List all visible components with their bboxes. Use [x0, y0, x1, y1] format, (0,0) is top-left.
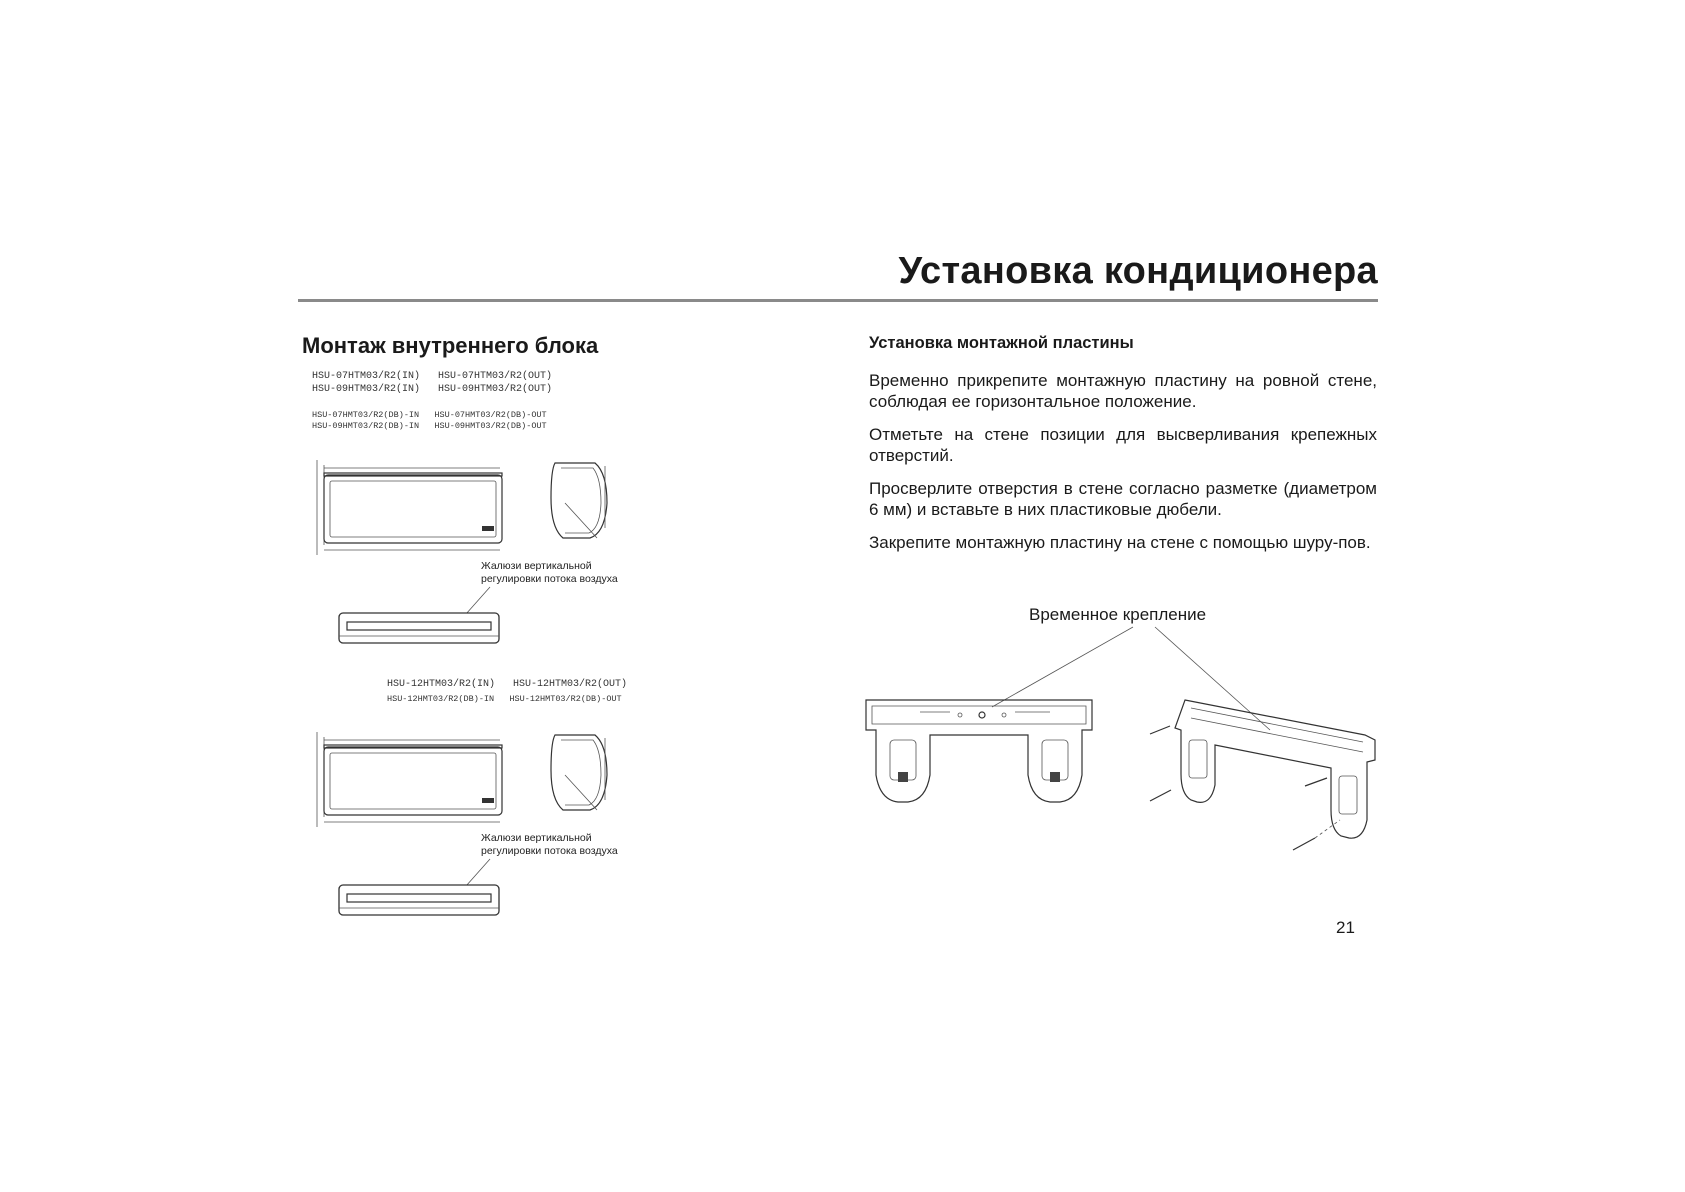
indoor-unit-side-drawing: [545, 730, 615, 820]
model-line: HSU-09HMT03/R2(DB)-IN HSU-09HMT03/R2(DB)-OUT: [312, 421, 547, 431]
mounting-plate-front-drawing: [860, 690, 1100, 805]
indoor-unit-side-drawing: [545, 458, 615, 548]
model-line: HSU-09HTM03/R2(IN) HSU-09HTM03/R2(OUT): [312, 384, 553, 395]
instruction-paragraph: Отметьте на стене позиции для высверливания крепежных отверстий.: [869, 425, 1377, 465]
louver-caption-line: Жалюзи вертикальной: [481, 560, 592, 572]
page-title: Установка кондиционера: [898, 250, 1378, 292]
indoor-unit-heading: Монтаж внутреннего блока: [302, 333, 599, 358]
instruction-paragraph: Закрепите монтажную пластину на стене с помощью шуру-пов.: [869, 533, 1371, 552]
louver-caption-line: Жалюзи вертикальной: [481, 832, 592, 844]
temporary-fastening-label: Временное крепление: [1029, 605, 1207, 624]
page-number: 21: [1336, 918, 1355, 937]
louver-caption: [481, 560, 618, 586]
instruction-paragraph: Временно прикрепите монтажную пластину на ровной стене, соблюдая ее горизонтальное положение.: [869, 371, 1377, 411]
mounting-plate-perspective-drawing: [1135, 690, 1385, 860]
indoor-unit-bottom-drawing: [335, 610, 505, 650]
model-line: HSU-12HMT03/R2(DB)-IN HSU-12HMT03/R2(DB)-OUT: [387, 694, 622, 704]
indoor-unit-bottom-drawing: [335, 882, 505, 922]
louver-caption-line: регулировки потока воздуха: [481, 573, 618, 585]
model-line: HSU-12HTM03/R2(IN) HSU-12HTM03/R2(OUT): [387, 679, 628, 690]
louver-caption-line: регулировки потока воздуха: [481, 845, 618, 857]
model-line: HSU-07HMT03/R2(DB)-IN HSU-07HMT03/R2(DB)-OUT: [312, 410, 547, 420]
louver-caption: [481, 832, 618, 858]
title-divider: [298, 299, 1378, 302]
instruction-paragraph: Просверлите отверстия в стене согласно разметке (диаметром 6 мм) и вставьте в них пластиковые дюбели.: [869, 479, 1377, 519]
mounting-plate-heading: Установка монтажной пластины: [869, 334, 1134, 352]
model-line: HSU-07HTM03/R2(IN) HSU-07HTM03/R2(OUT): [312, 371, 553, 382]
